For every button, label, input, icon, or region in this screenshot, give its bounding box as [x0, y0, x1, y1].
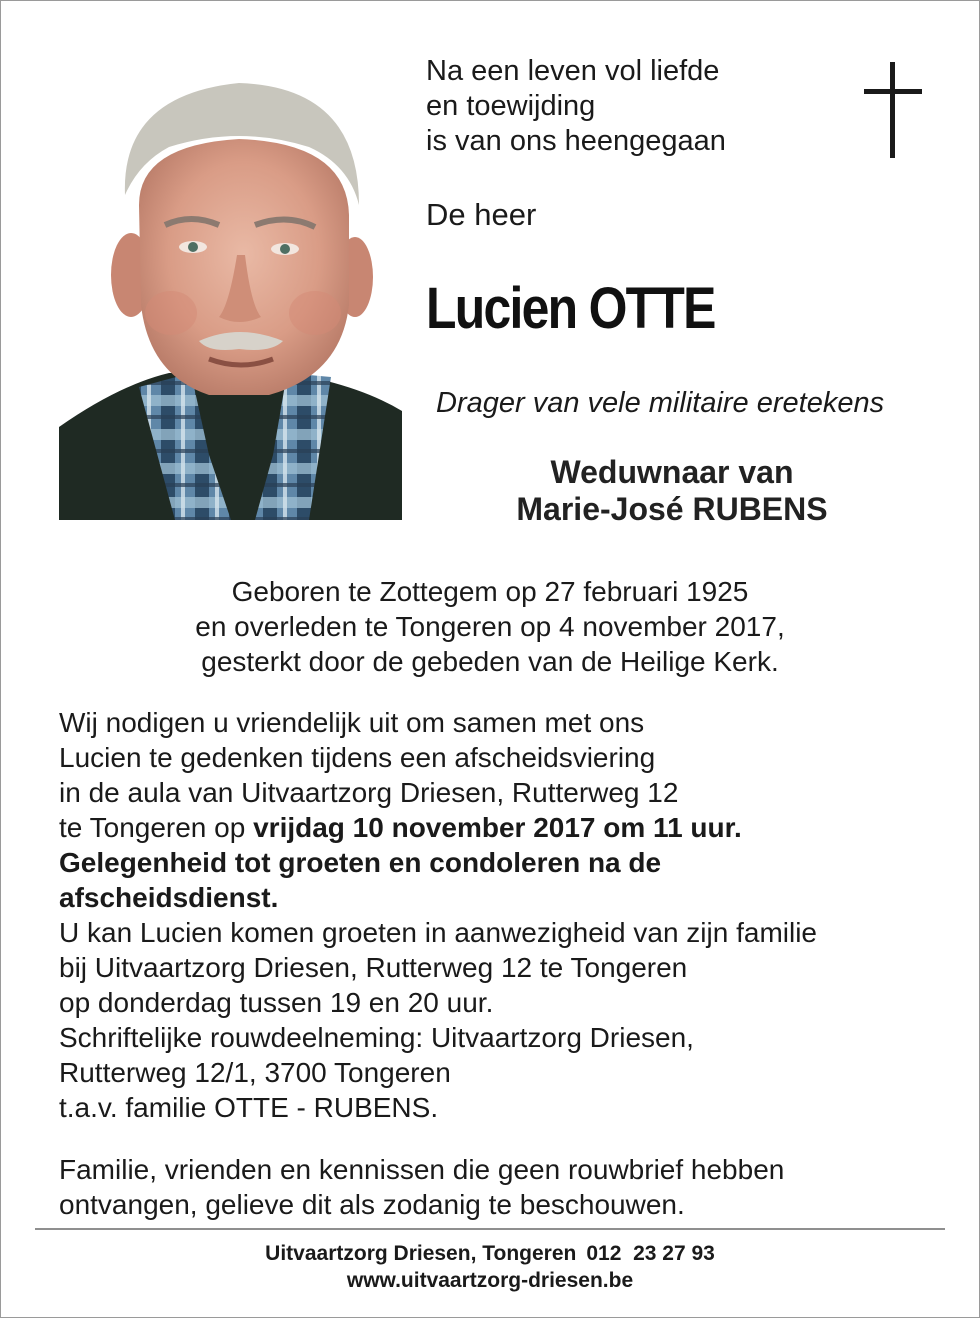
intro-text [426, 54, 726, 159]
invitation-line: in de aula van Uitvaartzorg Driesen, Rutterweg 12 [59, 777, 679, 808]
widower-block [402, 454, 942, 528]
visitation-line: bij Uitvaartzorg Driesen, Rutterweg 12 te Tongeren [59, 952, 688, 983]
title-prefix: De heer [426, 197, 537, 232]
intro-line: is van ons heengegaan [426, 125, 726, 157]
intro-line: en toewijding [426, 90, 596, 122]
death-line: en overleden te Tongeren op 4 november 2017, [195, 611, 785, 642]
closing-line: Familie, vrienden en kennissen die geen rouwbrief hebben [59, 1154, 785, 1185]
condolence-note: Gelegenheid tot groeten en condoleren na de [59, 847, 662, 878]
footer-contact [0, 1240, 980, 1267]
intro-line: Na een leven vol liefde [426, 55, 720, 87]
portrait-photo [59, 55, 402, 520]
invitation-line: Wij nodigen u vriendelijk uit om samen met ons [59, 707, 645, 738]
address-line: t.a.v. familie OTTE - RUBENS. [59, 1092, 439, 1123]
address-line: Schriftelijke rouwdeelneming: Uitvaartzorg Driesen, [59, 1022, 694, 1053]
honors-text: Drager van vele militaire eretekens [436, 387, 885, 419]
invitation-text [59, 705, 959, 1125]
visitation-line: U kan Lucien komen groeten in aanwezigheid van zijn familie [59, 917, 817, 948]
service-datetime: vrijdag 10 november 2017 om 11 uur. [253, 812, 742, 843]
widower-line: Weduwnaar van [550, 454, 794, 490]
invitation-line [59, 810, 959, 845]
address-line: Rutterweg 12/1, 3700 Tongeren [59, 1057, 451, 1088]
closing-line: ontvangen, gelieve dit als zodanig te beschouwen. [59, 1189, 685, 1220]
invitation-line-prefix: te Tongeren op [59, 812, 254, 843]
footer [0, 1240, 980, 1294]
website-link[interactable]: www.uitvaartzorg-driesen.be [346, 1269, 634, 1292]
funeral-home-name: Uitvaartzorg Driesen, Tongeren [265, 1242, 577, 1265]
cross-icon [864, 62, 922, 158]
closing-text [59, 1152, 959, 1222]
birth-death-info [0, 574, 980, 679]
spouse-name: Marie-José RUBENS [516, 491, 828, 527]
footer-divider [35, 1228, 945, 1230]
phone-number: 012 23 27 93 [586, 1242, 715, 1265]
condolence-note: afscheidsdienst. [59, 882, 279, 913]
birth-line: Geboren te Zottegem op 27 februari 1925 [231, 576, 749, 607]
deceased-name: Lucien OTTE [426, 276, 715, 341]
visitation-line: op donderdag tussen 19 en 20 uur. [59, 987, 494, 1018]
invitation-line: Lucien te gedenken tijdens een afscheidsviering [59, 742, 656, 773]
church-line: gesterkt door de gebeden van de Heilige Kerk. [201, 646, 779, 677]
